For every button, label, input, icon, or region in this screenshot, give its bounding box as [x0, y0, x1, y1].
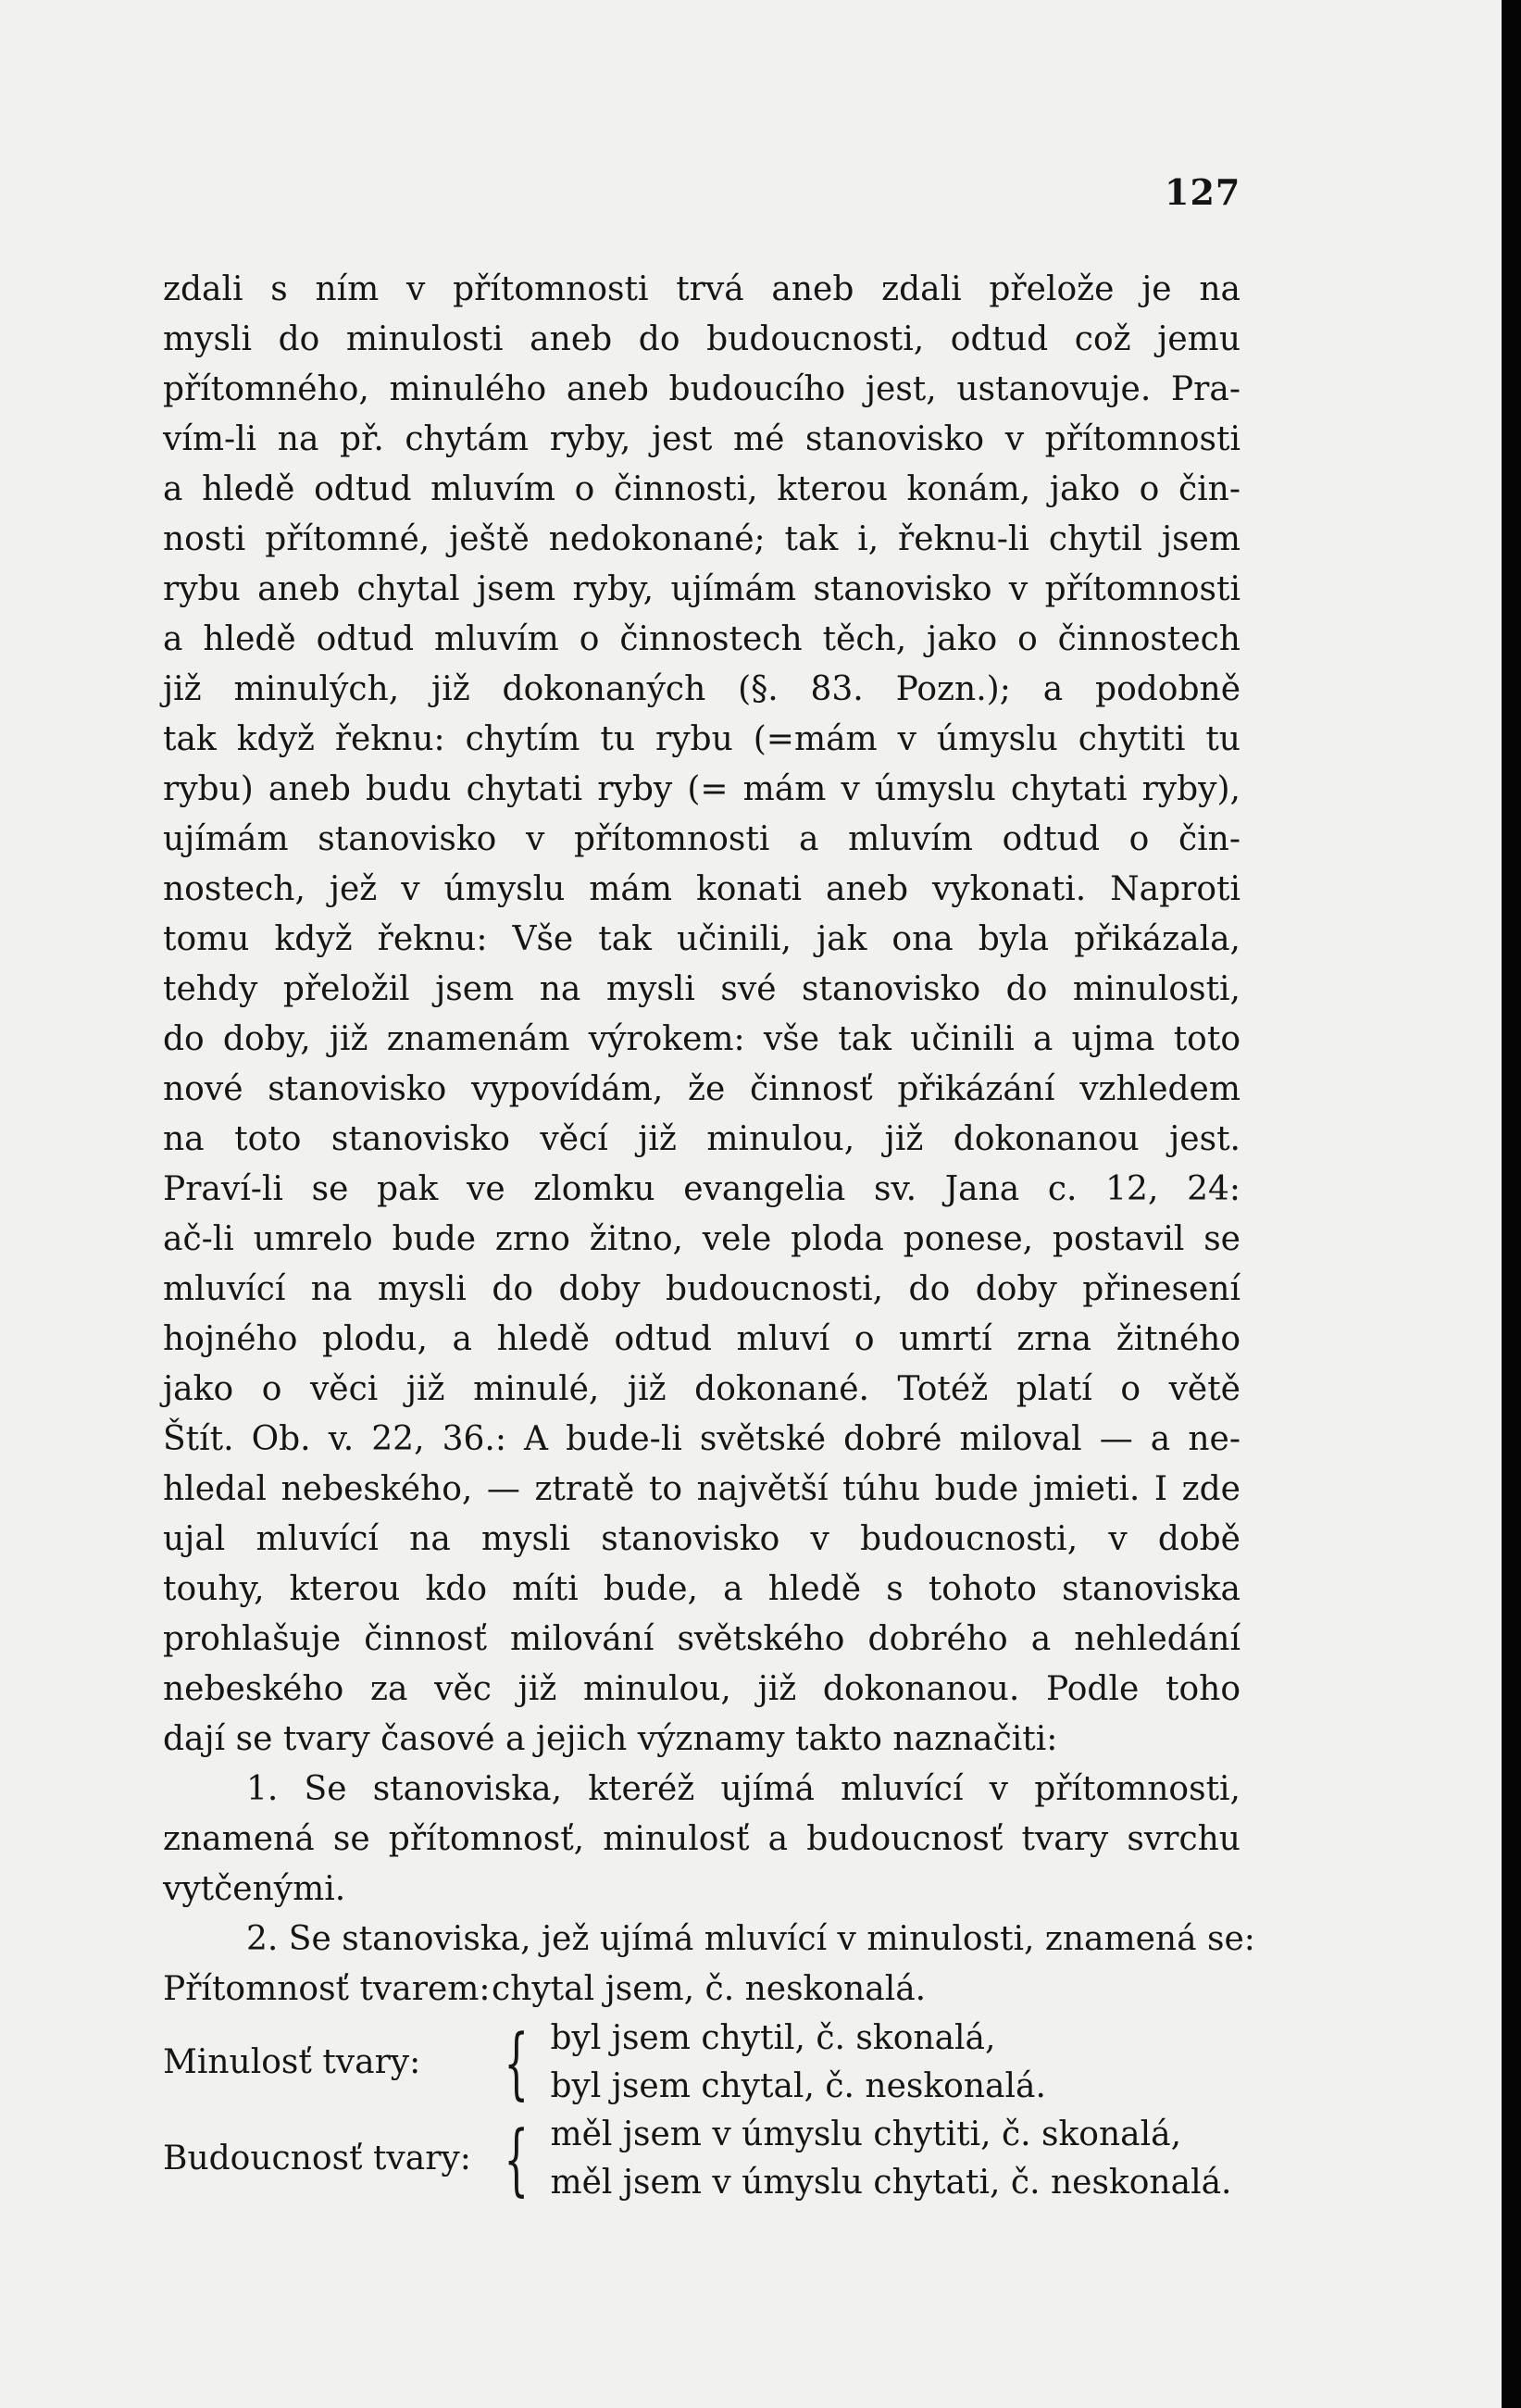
text-line: mluvící na mysli do doby budoucnosti, do doby přinesení: [163, 1270, 1240, 1308]
brace-icon: {: [504, 2114, 530, 2204]
future-tense-forms: [550, 2111, 1231, 2207]
text-line: vytčenými.: [163, 1870, 346, 1908]
text-line: na toto stanovisko věcí již minulou, již dokonanou jest.: [163, 1120, 1240, 1158]
text-line: nebeského za věc již minulou, již dokonanou. Podle toho: [163, 1670, 1240, 1708]
text-line: nové stanovisko vypovídám, že činnosť přikázání vzhledem: [163, 1070, 1240, 1108]
text-line: Praví-li se pak ve zlomku evangelia sv. Jana c. 12, 24:: [163, 1170, 1240, 1208]
text-line: rybu) aneb budu chytati ryby (= mám v úmyslu chytati ryby),: [163, 770, 1240, 808]
text-line: 1. Se stanoviska, kteréž ujímá mluvící v přítomnosti,: [246, 1770, 1240, 1808]
future-tense-form: měl jsem v úmyslu chytati, č. neskonalá.: [550, 2164, 1232, 2202]
body-text: [163, 265, 1255, 2207]
text-line: tomu když řeknu: Vše tak učinili, jak ona byla přikázala,: [163, 920, 1240, 958]
text-line: a hledě odtud mluvím o činnostech těch, jako o činnostech: [163, 620, 1240, 658]
future-tense-label: Budoucnosť tvary:: [163, 2140, 471, 2177]
text-line: touhy, kterou kdo míti bude, a hledě s tohoto stanoviska: [163, 1570, 1240, 1608]
text-line: Štít. Ob. v. 22, 36.: A bude-li světské dobré miloval — a ne-: [163, 1420, 1240, 1458]
present-tense-form: chytal jsem, č. neskonalá.: [492, 1970, 927, 2008]
text-line: zdali s ním v přítomnosti trvá aneb zdali přelože je na: [163, 270, 1240, 308]
text-line: nosti přítomné, ještě nedokonané; tak i, řeknu-li chytil jsem: [163, 520, 1240, 558]
future-tense-form: měl jsem v úmyslu chytiti, č. skonalá,: [550, 2115, 1182, 2153]
text-line: tak když řeknu: chytím tu rybu (=mám v úmyslu chytiti tu: [163, 720, 1240, 758]
past-tense-form: byl jsem chytil, č. skonalá,: [550, 2019, 996, 2057]
text-line: 2. Se stanoviska, jež ujímá mluvící v minulosti, znamená se:: [246, 1920, 1255, 1958]
brace-icon: {: [504, 2017, 530, 2108]
text-line: dají se tvary časové a jejich významy takto naznačiti:: [163, 1720, 1058, 1758]
text-line: nostech, jež v úmyslu mám konati aneb vykonati. Naproti: [163, 870, 1240, 908]
past-tense-forms: [550, 2015, 1045, 2111]
text-line: znamená se přítomnosť, minulosť a budoucnosť tvary svrchu: [163, 1820, 1240, 1858]
text-line: vím-li na př. chytám ryby, jest mé stanovisko v přítomnosti: [163, 420, 1240, 458]
present-tense-label: Přítomnosť tvarem:: [163, 1970, 491, 2008]
text-line: ujal mluvící na mysli stanovisko v budoucnosti, v době: [163, 1520, 1240, 1558]
future-tense-row: [163, 2111, 1240, 2207]
text-line: ač-li umrelo bude zrno žitno, vele ploda ponese, postavil se: [163, 1220, 1240, 1258]
text-line: mysli do minulosti aneb do budoucnosti, odtud což jemu: [163, 320, 1240, 358]
text-line: hojného plodu, a hledě odtud mluví o umrtí zrna žitného: [163, 1320, 1240, 1358]
text-line: hledal nebeského, — ztratě to najvětší túhu bude jmieti. I zde: [163, 1470, 1240, 1508]
page-number: 127: [1165, 171, 1241, 213]
past-tense-label: Minulosť tvary:: [163, 2043, 421, 2081]
text-line: jako o věci již minulé, již dokonané. Totéž platí o větě: [163, 1370, 1240, 1408]
text-line: rybu aneb chytal jsem ryby, ujímám stanovisko v přítomnosti: [163, 570, 1240, 608]
text-line: přítomného, minulého aneb budoucího jest, ustanovuje. Pra-: [163, 370, 1240, 408]
text-line: a hledě odtud mluvím o činnosti, kterou konám, jako o čin-: [163, 470, 1240, 508]
text-line: do doby, již znamenám výrokem: vše tak učinili a ujma toto: [163, 1020, 1240, 1058]
text-line: ujímám stanovisko v přítomnosti a mluvím odtud o čin-: [163, 820, 1240, 858]
past-tense-form: byl jsem chytal, č. neskonalá.: [550, 2067, 1046, 2105]
text-line: prohlašuje činnosť milování světského dobrého a nehledání: [163, 1620, 1240, 1658]
past-tense-row: [163, 2015, 1240, 2111]
text-line: již minulých, již dokonaných (§. 83. Pozn.); a podobně: [163, 670, 1240, 708]
present-tense-row: [163, 1965, 1240, 2015]
text-line: tehdy přeložil jsem na mysli své stanovisko do minulosti,: [163, 970, 1240, 1008]
